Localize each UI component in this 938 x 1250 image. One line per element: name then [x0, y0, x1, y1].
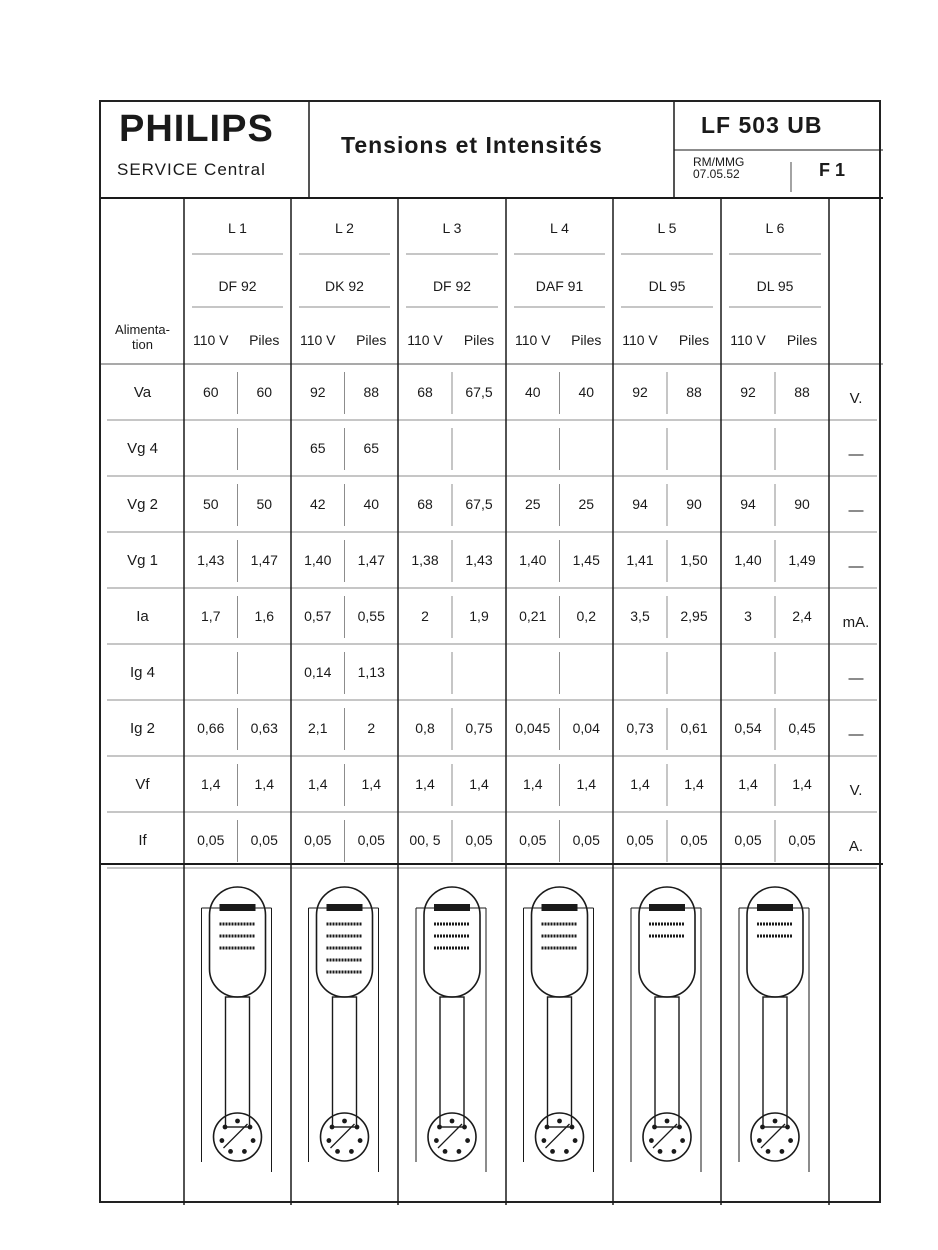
- brand-logo-text: PHILIPS: [119, 108, 274, 150]
- value-cell: 0,45: [788, 720, 816, 736]
- value-cell: 65: [309, 440, 326, 456]
- row-unit: —: [848, 726, 864, 743]
- value-cell: 1,43: [197, 552, 225, 568]
- value-cell: 68: [417, 384, 433, 400]
- supply-battery: Piles: [356, 332, 387, 348]
- value-cell: 0,05: [788, 832, 816, 848]
- value-cell: 1,4: [684, 776, 704, 792]
- value-cell: 1,4: [415, 776, 435, 792]
- value-cell: 1,4: [738, 776, 758, 792]
- tube-diagram-icon: [524, 887, 594, 1172]
- value-cell: 1,49: [788, 552, 816, 568]
- value-cell: 60: [202, 384, 219, 400]
- value-cell: 0,05: [572, 832, 600, 848]
- page-title: Tensions et Intensités: [341, 132, 603, 158]
- tube-position: L 6: [765, 220, 785, 236]
- supply-battery: Piles: [463, 332, 495, 348]
- row-label: Ia: [136, 608, 149, 625]
- value-cell: 1,40: [734, 552, 762, 568]
- table-grid: [101, 102, 883, 1205]
- row-label: Ig 2: [129, 720, 156, 737]
- value-cell: 40: [363, 496, 380, 512]
- row-label: Va: [133, 384, 152, 401]
- reference-code: [693, 156, 744, 180]
- row-unit: —: [848, 502, 864, 519]
- tube-type: DK 92: [325, 278, 364, 294]
- tube-type: DL 95: [756, 278, 794, 294]
- service-sheet: [99, 100, 881, 1203]
- tube-position: L 1: [228, 220, 247, 236]
- tube-diagram-icon: [739, 887, 809, 1172]
- value-cell: 0,8: [415, 720, 435, 736]
- value-cell: 92: [309, 384, 326, 400]
- supply-battery: Piles: [249, 332, 280, 348]
- value-cell: 92: [632, 384, 648, 400]
- value-cell: 2,1: [308, 720, 328, 736]
- value-cell: 25: [524, 496, 541, 512]
- supply-battery: Piles: [786, 332, 818, 348]
- value-cell: 67,5: [465, 384, 493, 400]
- value-cell: 0,57: [304, 608, 332, 624]
- value-cell: 88: [363, 384, 380, 400]
- value-cell: 1,4: [576, 776, 596, 792]
- supply-label: Alimenta-: [115, 322, 170, 337]
- supply-mains: 110 V: [299, 332, 336, 348]
- value-cell: 0,05: [197, 832, 225, 848]
- value-cell: 1,4: [361, 776, 381, 792]
- value-cell: 2,95: [680, 608, 708, 624]
- row-unit: —: [848, 446, 864, 463]
- value-cell: 94: [740, 496, 756, 512]
- supply-battery: Piles: [678, 332, 710, 348]
- value-cell: 0,05: [734, 832, 762, 848]
- supply-mains: 110 V: [622, 332, 658, 348]
- supply-battery: Piles: [571, 332, 602, 348]
- supply-label-2: tion: [132, 337, 153, 352]
- reference-date: 07.05.52: [693, 167, 740, 181]
- value-cell: 1,47: [250, 552, 278, 568]
- value-cell: 0,05: [465, 832, 493, 848]
- value-cell: 67,5: [465, 496, 493, 512]
- value-cell: 1,40: [519, 552, 547, 568]
- value-cell: 1,43: [465, 552, 493, 568]
- value-cell: 1,13: [357, 664, 385, 680]
- value-cell: 1,4: [308, 776, 328, 792]
- value-cell: 0,05: [519, 832, 547, 848]
- value-cell: 60: [256, 384, 273, 400]
- value-cell: 42: [309, 496, 326, 512]
- value-cell: 1,41: [626, 552, 654, 568]
- service-label: SERVICE Central: [117, 160, 266, 179]
- value-cell: 1,50: [680, 552, 708, 568]
- value-cell: 94: [632, 496, 648, 512]
- tube-type: DL 95: [648, 278, 686, 294]
- row-unit: —: [848, 670, 864, 687]
- tube-type: DF 92: [218, 278, 257, 294]
- value-cell: 0,61: [680, 720, 708, 736]
- reference-initials: RM/MMG: [693, 155, 745, 169]
- value-cell: 1,4: [469, 776, 489, 792]
- value-cell: 3,5: [630, 608, 650, 624]
- value-cell: 68: [417, 496, 433, 512]
- value-cell: 1,40: [304, 552, 332, 568]
- tube-diagram-icon: [202, 887, 272, 1172]
- value-cell: 0,55: [357, 608, 385, 624]
- value-cell: 0,66: [197, 720, 225, 736]
- tube-diagram-icon: [416, 887, 486, 1172]
- supply-mains: 110 V: [730, 332, 766, 348]
- value-cell: 1,4: [792, 776, 812, 792]
- value-cell: 2,4: [792, 608, 812, 624]
- tube-position: L 3: [442, 220, 462, 236]
- tube-type: DAF 91: [535, 278, 584, 294]
- supply-mains: 110 V: [514, 332, 551, 348]
- value-cell: 1,47: [357, 552, 385, 568]
- value-cell: 0,05: [626, 832, 654, 848]
- value-cell: 1,45: [572, 552, 600, 568]
- row-label: Vf: [135, 776, 150, 793]
- row-label: Ig 4: [129, 664, 156, 681]
- value-cell: 0,045: [515, 720, 551, 736]
- model-number: LF 503 UB: [701, 112, 823, 138]
- value-cell: 1,4: [630, 776, 650, 792]
- value-cell: 25: [578, 496, 595, 512]
- row-label: Vg 1: [127, 552, 158, 569]
- value-cell: 00, 5: [409, 832, 441, 848]
- tube-position: L 2: [335, 220, 354, 236]
- value-cell: 0,05: [357, 832, 385, 848]
- value-cell: 40: [524, 384, 541, 400]
- value-cell: 65: [363, 440, 380, 456]
- tube-position: L 5: [657, 220, 677, 236]
- tube-position: L 4: [550, 220, 569, 236]
- row-unit: V.: [849, 390, 863, 407]
- value-cell: 90: [794, 496, 810, 512]
- supply-mains: 110 V: [407, 332, 443, 348]
- row-unit: —: [848, 558, 864, 575]
- value-cell: 50: [202, 496, 219, 512]
- value-cell: 0,54: [734, 720, 762, 736]
- value-cell: 90: [686, 496, 702, 512]
- row-unit: mA.: [842, 614, 870, 631]
- row-unit: V.: [849, 782, 863, 799]
- tube-type: DF 92: [432, 278, 472, 294]
- value-cell: 0,2: [576, 608, 596, 624]
- value-cell: 1,7: [201, 608, 221, 624]
- value-cell: 0,21: [519, 608, 547, 624]
- value-cell: 0,05: [250, 832, 278, 848]
- value-cell: 0,73: [626, 720, 654, 736]
- value-cell: 0,05: [680, 832, 708, 848]
- value-cell: 2: [367, 720, 376, 736]
- value-cell: 1,6: [254, 608, 274, 624]
- value-cell: 1,9: [469, 608, 489, 624]
- value-cell: 92: [740, 384, 756, 400]
- value-cell: 1,4: [201, 776, 221, 792]
- value-cell: 50: [256, 496, 273, 512]
- value-cell: 88: [686, 384, 702, 400]
- value-cell: 1,4: [523, 776, 543, 792]
- row-label: Vg 2: [127, 496, 158, 513]
- value-cell: 40: [578, 384, 595, 400]
- value-cell: 88: [794, 384, 810, 400]
- tube-diagram-icon: [631, 887, 701, 1172]
- row-unit: A.: [848, 838, 864, 855]
- value-cell: 1,38: [411, 552, 439, 568]
- value-cell: 3: [744, 608, 752, 624]
- row-label: If: [138, 832, 147, 849]
- value-cell: 0,14: [304, 664, 332, 680]
- supply-mains: 110 V: [192, 332, 229, 348]
- value-cell: 0,04: [572, 720, 600, 736]
- row-label: Vg 4: [127, 440, 158, 457]
- value-cell: 2: [421, 608, 429, 624]
- value-cell: 0,75: [465, 720, 493, 736]
- sheet-number: F 1: [819, 160, 846, 180]
- tube-diagram-icon: [309, 887, 379, 1172]
- value-cell: 0,05: [304, 832, 332, 848]
- value-cell: 1,4: [254, 776, 274, 792]
- value-cell: 0,63: [250, 720, 278, 736]
